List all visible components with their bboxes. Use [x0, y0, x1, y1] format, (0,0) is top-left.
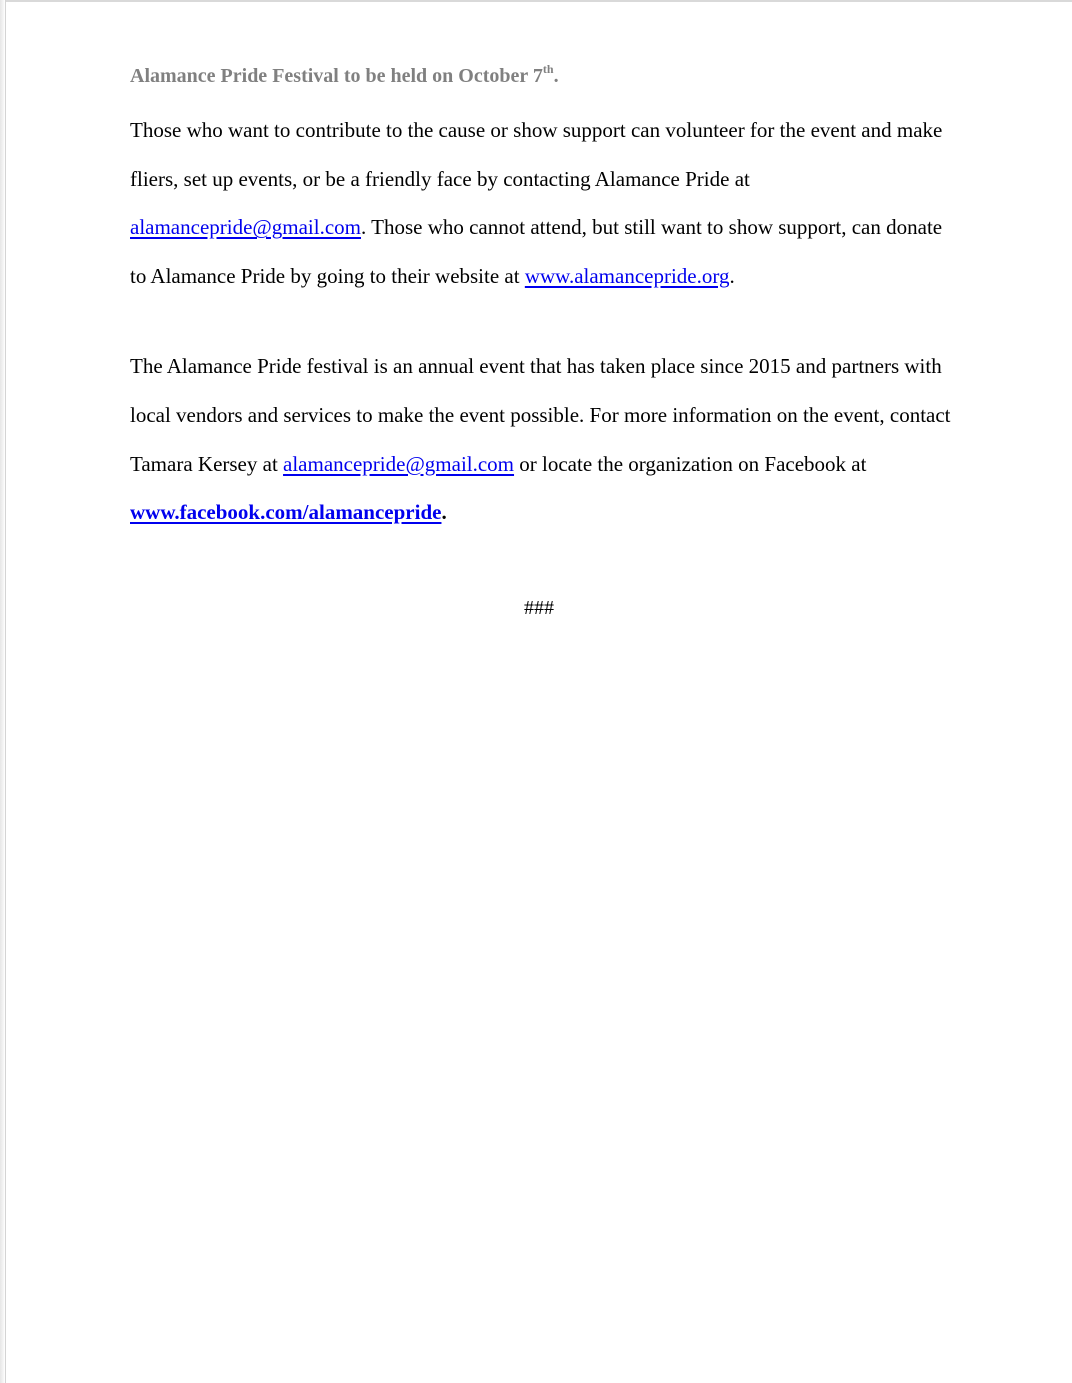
- document-body: [130, 60, 960, 619]
- headline-superscript: th: [542, 62, 554, 77]
- paragraph-line: The Alamance Pride festival is an annual event that has taken place since 2015 and partners with: [130, 354, 942, 379]
- paragraph-line: [130, 488, 960, 537]
- paragraph-festival-info: [130, 342, 960, 536]
- end-of-release-mark: ###: [524, 597, 554, 619]
- paragraph-text: Tamara Kersey at: [130, 451, 284, 476]
- headline-text: Alamance Pride Festival to be held on October 7: [130, 65, 543, 87]
- paragraph-text: or locate the organization on Facebook at: [514, 451, 867, 476]
- paragraph-text: .: [729, 263, 735, 288]
- email-link[interactable]: alamancepride@gmail.com: [130, 215, 361, 240]
- paragraph-line: local vendors and services to make the event possible. For more information on the event, contact: [130, 402, 951, 427]
- paragraph-volunteer: [130, 106, 960, 300]
- paragraph-text: to Alamance Pride by going to their website at: [130, 263, 525, 288]
- paragraph-text: . Those who cannot attend, but still want to show support, can donate: [361, 215, 943, 240]
- paragraph-line: [130, 203, 960, 252]
- headline-period: .: [553, 65, 559, 87]
- paragraph-text: .: [441, 500, 447, 525]
- page-top-edge: [6, 0, 1072, 2]
- headline: [130, 60, 960, 92]
- facebook-link[interactable]: www.facebook.com/alamancepride: [130, 500, 442, 525]
- paragraph-line: Those who want to contribute to the cause or show support can volunteer for the event and make: [130, 118, 943, 142]
- paragraph-line: fliers, set up events, or be a friendly face by contacting Alamance Pride at: [130, 166, 750, 191]
- page-left-edge: [0, 0, 6, 1383]
- paragraph-line: [130, 440, 960, 489]
- website-link[interactable]: www.alamancepride.org: [524, 263, 730, 288]
- contact-email-link[interactable]: alamancepride@gmail.com: [283, 451, 515, 476]
- paragraph-line: [130, 252, 960, 301]
